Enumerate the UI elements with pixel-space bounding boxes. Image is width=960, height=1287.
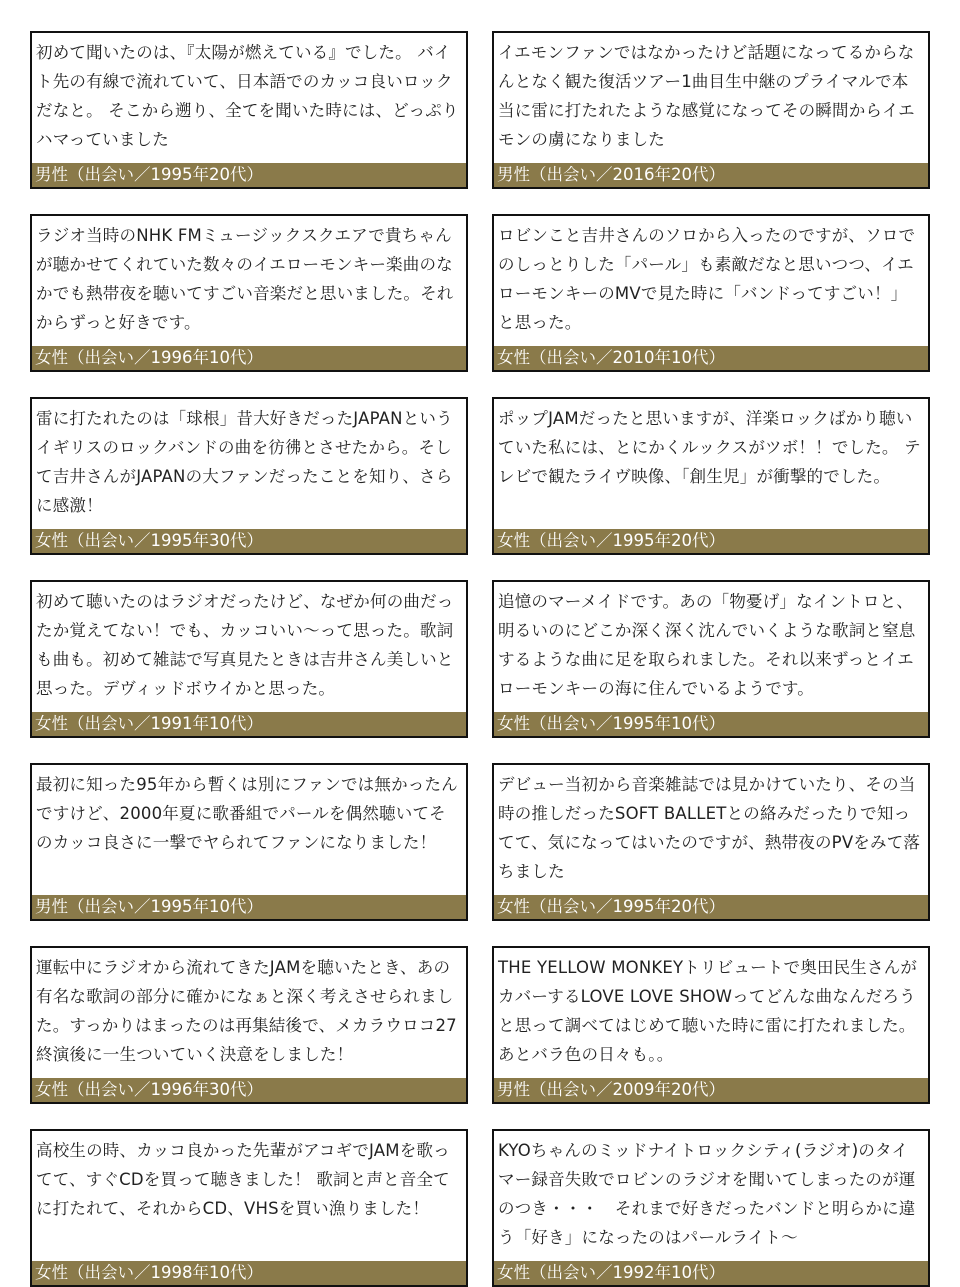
comment-text: 雷に打たれたのは「球根」昔大好きだったJAPANというイギリスのロックバンドの曲を彷彿とさせたから。そして吉井さんがJAPANの大ファンだったことを知り、さらに感激！ [36,409,453,515]
comment-card [30,31,468,189]
comment-text: ラジオ当時のNHK FMミュージックスクエアで貴ちゃんが聴かせてくれていた数々のイエローモンキー楽曲のなかでも熱帯夜を聴いてすごい音楽だと思いました。それからずっと好きです。 [36,226,454,332]
comment-meta: 男性（出会い／2009年20代） [494,1078,928,1102]
comment-text: ロビンこと吉井さんのソロから入ったのですが、ソロでのしっとりした「パール」も素敵だなと思いつつ、イエローモンキーのMVで見た時に「バンドってすごい！」と思った。 [498,226,916,332]
comment-meta: 女性（出会い／1995年20代） [494,895,928,919]
comment-meta: 女性（出会い／1995年10代） [494,712,928,736]
comment-text: 初めて聞いたのは、『太陽が燃えている』でした。 バイト先の有線で流れていて、日本語でのカッコ良いロックだなと。 そこから遡り、全てを聞いた時には、どっぷりハマっていました [36,43,459,149]
comment-meta: 女性（出会い／2010年10代） [494,346,928,370]
comment-text: THE YELLOW MONKEYトリビュートで奥田民生さんがカバーするLOVE LOVE SHOWってどんな曲なんだろうと思って調べてはじめて聴いた時に雷に打たれました。あとバラ色の日々も。。 [498,958,918,1064]
comment-card [30,1129,468,1287]
comment-meta: 男性（出会い／1995年20代） [32,163,466,187]
comment-meta: 女性（出会い／1992年10代） [494,1261,928,1285]
comment-grid [30,31,930,1287]
comment-meta: 女性（出会い／1996年10代） [32,346,466,370]
comment-text: ポップJAMだったと思いますが、洋楽ロックばかり聴いていた私には、とにかくルックスがツボ！！でした。 テレビで観たライヴ映像、「創生児」が衝撃的でした。 [498,409,921,486]
comment-meta: 男性（出会い／1995年10代） [32,895,466,919]
comment-text: 追憶のマーメイドです。あの「物憂げ」なイントロと、明るいのにどこか深く深く沈んでいくような歌詞と窒息するような曲に足を取られました。それ以来ずっとイエローモンキーの海に住んでいるようです。 [498,592,916,698]
comment-text: 運転中にラジオから流れてきたJAMを聴いたとき、あの有名な歌詞の部分に確かになぁと深く考えさせられました。すっかりはまったのは再集結後で、メカラウロコ27終演後に一生ついていく決意をしました！ [36,958,457,1064]
comment-card [492,580,930,738]
comment-card [492,397,930,555]
comment-text: 高校生の時、カッコ良かった先輩がアコギでJAMを歌ってて、すぐCDを買って聴きました！ 歌詞と声と音全てに打たれて、それからCD、VHSを買い漁りました！ [36,1141,450,1218]
comment-meta: 女性（出会い／1996年30代） [32,1078,466,1102]
comment-card [492,763,930,921]
comment-card [30,397,468,555]
comment-card [492,1129,930,1287]
comment-text: KYOちゃんのミッドナイトロックシティ(ラジオ)のタイマー録音失敗でロビンのラジオを聞いてしまったのが運のつき・・・ それまで好きだったバンドと明らかに違う「好き」になったのはパールライト〜 [498,1141,916,1247]
comment-meta: 女性（出会い／1991年10代） [32,712,466,736]
comment-meta: 女性（出会い／1995年20代） [494,529,928,553]
comment-card [30,763,468,921]
comment-text: 最初に知った95年から暫くは別にファンでは無かったんですけど、2000年夏に歌番組でパールを偶然聴いてそのカッコ良さに一撃でヤられてファンになりました！ [36,775,458,852]
comment-card [492,214,930,372]
comment-text: 初めて聴いたのはラジオだったけど、なぜか何の曲だったか覚えてない！でも、カッコいい〜って思った。歌詞も曲も。初めて雑誌で写真見たときは吉井さん美しいと思った。デヴィッドボウイかと思った。 [36,592,454,698]
comment-card [30,946,468,1104]
comment-card [492,946,930,1104]
comment-text: デビュー当初から音楽雑誌では見かけていたり、その当時の推しだったSOFT BALLETとの絡みだったりで知ってて、気になってはいたのですが、熱帯夜のPVをみて落ちました [498,775,921,881]
comment-text: イエモンファンではなかったけど話題になってるからなんとなく観た復活ツアー1曲目生中継のプライマルで本当に雷に打たれたような感覚になってその瞬間からイエモンの虜になりました [498,43,915,149]
comment-meta: 女性（出会い／1998年10代） [32,1261,466,1285]
comment-meta: 男性（出会い／2016年20代） [494,163,928,187]
comment-card [492,31,930,189]
comment-card [30,214,468,372]
comment-meta: 女性（出会い／1995年30代） [32,529,466,553]
comment-card [30,580,468,738]
